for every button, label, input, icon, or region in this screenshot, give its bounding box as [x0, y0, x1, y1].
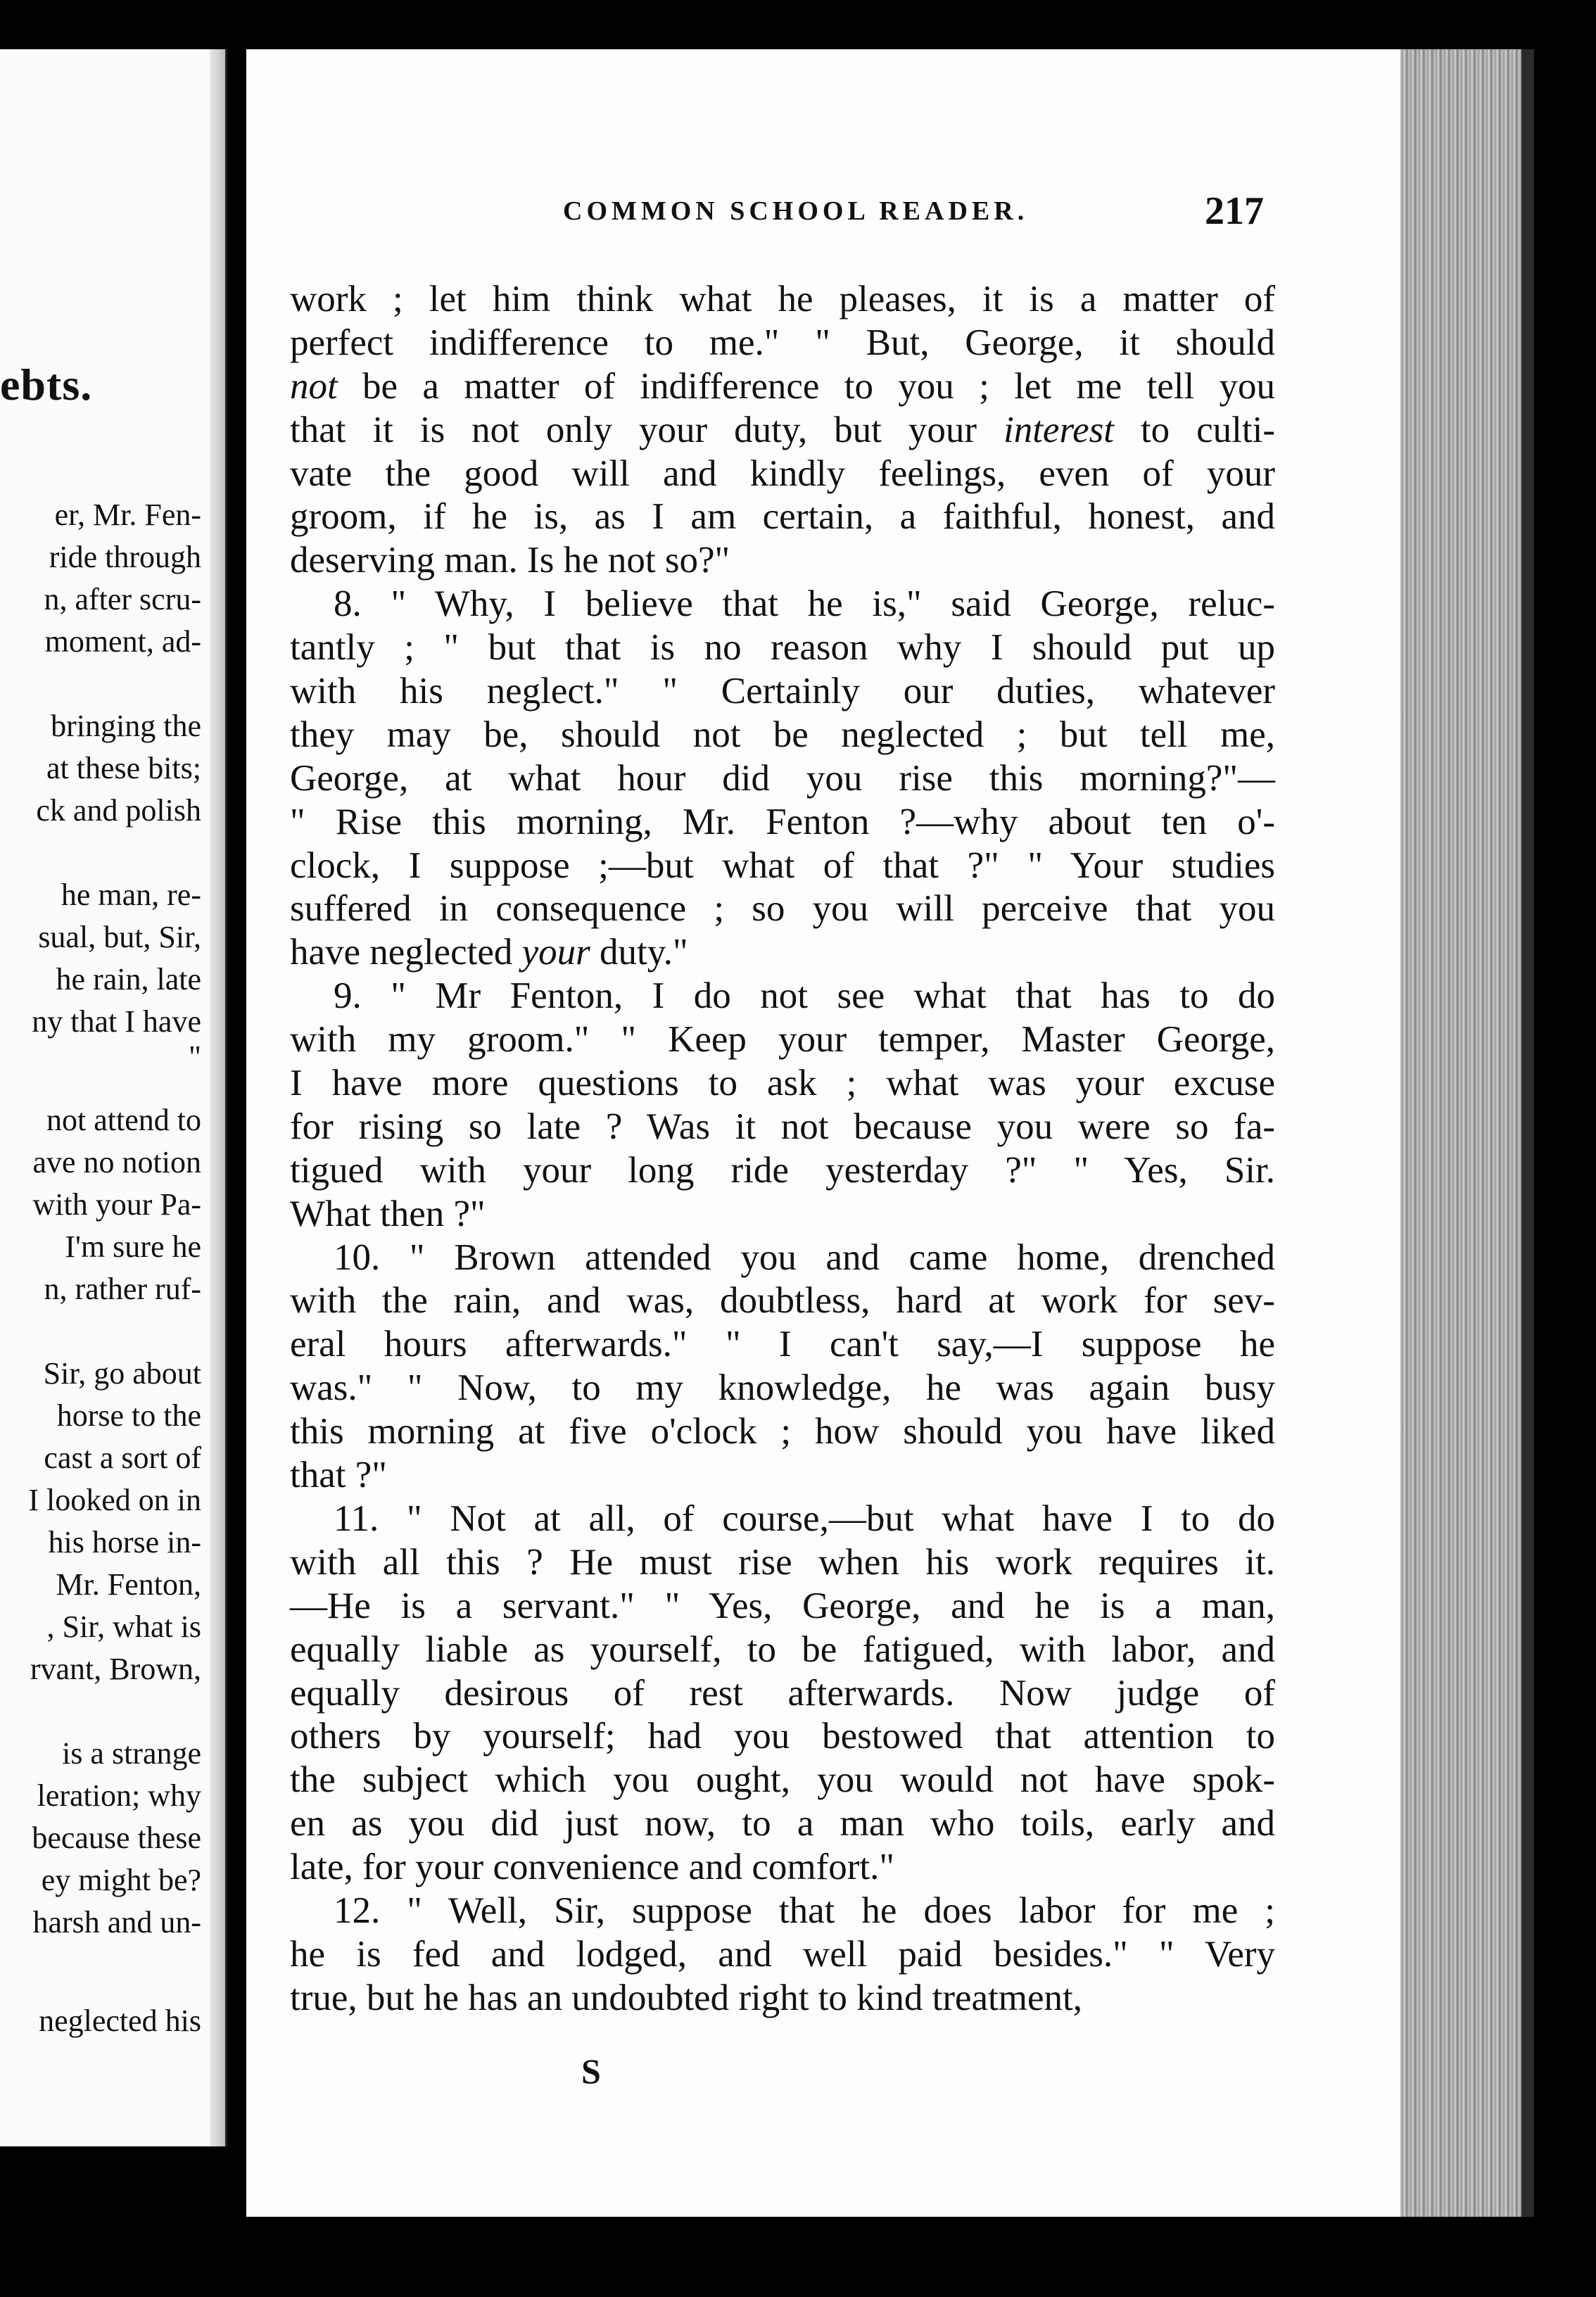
- text-line: 9. " Mr Fenton, I do not see what that has to do: [334, 975, 1275, 1017]
- text-line: tigued with your long ride yesterday ?" " Yes, Sir.: [290, 1149, 1275, 1191]
- text-line: 10. " Brown attended you and came home, drenched: [334, 1236, 1275, 1278]
- left-page-line: ": [189, 1039, 201, 1074]
- left-page-line: ave no notion: [32, 1145, 201, 1179]
- left-page-line: with your Pa-: [32, 1187, 201, 1222]
- text-line: tantly ; " but that is no reason why I should put up: [290, 627, 1275, 669]
- text-line: others by yourself; had you bestowed that attention to: [290, 1716, 1275, 1757]
- page-stack-edge: [1400, 49, 1534, 2217]
- text-line: with all this ? He must rise when his work requires it.: [290, 1541, 1275, 1583]
- emphasis: your: [521, 932, 590, 973]
- left-page-line: er, Mr. Fen-: [54, 498, 201, 532]
- left-page-line: cast a sort of: [44, 1441, 201, 1475]
- text-line: 12. " Well, Sir, suppose that he does labor for me ;: [334, 1890, 1275, 1931]
- text-line: they may be, should not be neglected ; but tell me,: [290, 714, 1275, 755]
- text-line: for rising so late ? Was it not because you were so fa-: [290, 1106, 1275, 1147]
- body-text: [290, 278, 1275, 2020]
- left-page-line: ny that I have: [32, 1004, 201, 1039]
- text-line: equally desirous of rest afterwards. Now judge of: [290, 1672, 1275, 1714]
- text-line: he is fed and lodged, and well paid besides." " Very: [290, 1933, 1275, 1975]
- text-line: groom, if he is, as I am certain, a faithful, honest, and: [290, 496, 1275, 538]
- left-page-line: leration; why: [37, 1778, 201, 1813]
- text-line: this morning at five o'clock ; how should you have liked: [290, 1411, 1275, 1453]
- left-page-line: Mr. Fenton,: [56, 1567, 201, 1602]
- left-page-fragment: [0, 49, 227, 2146]
- left-page-line: bringing the: [51, 709, 201, 743]
- text-line: —He is a servant." " Yes, George, and he is a man,: [290, 1585, 1275, 1626]
- text-line: equally liable as yourself, to be fatigued, with labor, and: [290, 1628, 1275, 1670]
- page-number: 217: [1205, 189, 1264, 233]
- left-page-heading: ebts.: [0, 360, 93, 410]
- text-line: with his neglect." " Certainly our duties, whatever: [290, 671, 1275, 712]
- running-title: COMMON SCHOOL READER.: [563, 196, 1029, 226]
- text-line: What then ?": [290, 1193, 486, 1234]
- text-line: perfect indifference to me." " But, George, it should: [290, 322, 1275, 363]
- text-line: " Rise this morning, Mr. Fenton ?—why about ten o'-: [290, 801, 1275, 842]
- emphasis: not: [290, 365, 338, 407]
- left-page-line: horse to the: [56, 1398, 201, 1433]
- text-line: late, for your convenience and comfort.": [290, 1847, 894, 1888]
- emphasis: interest: [1003, 409, 1114, 450]
- left-page-line: not attend to: [46, 1103, 201, 1137]
- text-line: work ; let him think what he pleases, it is a matter of: [290, 279, 1275, 319]
- text-line: was." " Now, to my knowledge, he was again busy: [290, 1367, 1275, 1409]
- text-line: clock, I suppose ;—but what of that ?" " Your studies: [290, 844, 1275, 886]
- left-page-line: he rain, late: [56, 962, 201, 996]
- left-page-line: neglected his: [39, 2004, 201, 2038]
- left-page-line: I'm sure he: [65, 1229, 201, 1264]
- text-line: eral hours afterwards." " I can't say,—I suppose he: [290, 1324, 1275, 1365]
- left-page-line: his horse in-: [48, 1525, 201, 1559]
- text-line: I have more questions to ask ; what was your excuse: [290, 1063, 1275, 1104]
- text-line: George, at what hour did you rise this morning?"—: [290, 757, 1275, 799]
- left-page-line: sual, but, Sir,: [38, 920, 201, 954]
- text-line: with my groom." " Keep your temper, Master George,: [290, 1019, 1275, 1061]
- left-page-line: ck and polish: [36, 793, 201, 828]
- left-page-line: I looked on in: [28, 1483, 201, 1517]
- text-line: en as you did just now, to a man who toils, early and: [290, 1803, 1275, 1844]
- text-line: deserving man. Is he not so?": [290, 540, 730, 581]
- text-line: vate the good will and kindly feelings, even of your: [290, 453, 1275, 494]
- left-page-line: , Sir, what is: [46, 1609, 201, 1644]
- text-line: true, but he has an undoubted right to kind treatment,: [290, 1977, 1082, 2018]
- left-page-line: rvant, Brown,: [30, 1652, 201, 1686]
- left-page-line: he man, re-: [61, 878, 201, 912]
- left-page-line: ride through: [49, 540, 201, 574]
- text-line: the subject which you ought, you would not have spok-: [290, 1759, 1275, 1801]
- left-page-line: ey might be?: [41, 1863, 201, 1897]
- signature-mark: S: [581, 2051, 601, 2091]
- left-page-line: moment, ad-: [44, 624, 201, 659]
- book-gutter: [210, 49, 225, 2146]
- left-page-line: at these bits;: [46, 751, 201, 785]
- left-page-line: n, after scru-: [44, 582, 201, 616]
- text-line: 8. " Why, I believe that he is," said George, reluc-: [334, 583, 1275, 625]
- left-page-line: harsh and un-: [32, 1905, 201, 1940]
- text-line: that it is not only your duty, but your interest to culti-: [290, 409, 1275, 450]
- text-line: have neglected your duty.": [290, 932, 688, 973]
- left-page-line: n, rather ruf-: [44, 1272, 201, 1306]
- text-line: that ?": [290, 1455, 387, 1496]
- left-page-line: is a strange: [62, 1736, 201, 1771]
- text-line: suffered in consequence ; so you will perceive that you: [290, 888, 1275, 930]
- left-page-line: Sir, go about: [43, 1356, 201, 1391]
- left-page-line: because these: [32, 1821, 201, 1855]
- text-line: 11. " Not at all, of course,—but what have I to do: [334, 1498, 1275, 1539]
- text-line: with the rain, and was, doubtless, hard at work for sev-: [290, 1280, 1275, 1322]
- text-line: not be a matter of indifference to you ; let me tell you: [290, 365, 1275, 407]
